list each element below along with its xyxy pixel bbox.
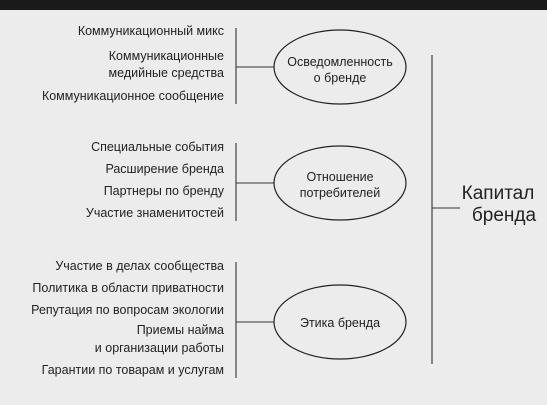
- item-label: Приемы найма: [136, 323, 224, 337]
- item-label: Участие знаменитостей: [85, 206, 224, 220]
- item-label: Политика в области приватности: [32, 281, 224, 295]
- item-label: Гарантии по товарам и услугам: [41, 363, 224, 377]
- group-attitude: [86, 140, 406, 221]
- item-label: Специальные события: [91, 140, 224, 154]
- result-bracket: [432, 55, 537, 364]
- item-label: Репутация по вопросам экологии: [31, 303, 224, 317]
- factor-label: Этика бренда: [299, 316, 381, 330]
- item-label: Расширение бренда: [105, 162, 224, 176]
- factor-label: потребителей: [299, 186, 381, 200]
- item-label: Коммуникационное сообщение: [41, 89, 224, 103]
- item-label: Партнеры по бренду: [103, 184, 224, 198]
- item-label: Участие в делах сообщества: [55, 259, 224, 273]
- group-ethics: [31, 259, 406, 378]
- item-label: Коммуникационные: [108, 49, 224, 63]
- factor-label: о бренде: [313, 71, 367, 85]
- item-label: медийные средства: [108, 66, 224, 80]
- factor-label: Осведомленность: [287, 55, 393, 69]
- item-label: Коммуникационный микс: [77, 24, 224, 38]
- result-label: Капитал: [461, 183, 535, 204]
- result-label: бренда: [471, 205, 537, 226]
- item-label: и организации работы: [94, 341, 224, 355]
- factor-label: Отношение: [306, 170, 374, 184]
- group-awareness: [42, 24, 406, 104]
